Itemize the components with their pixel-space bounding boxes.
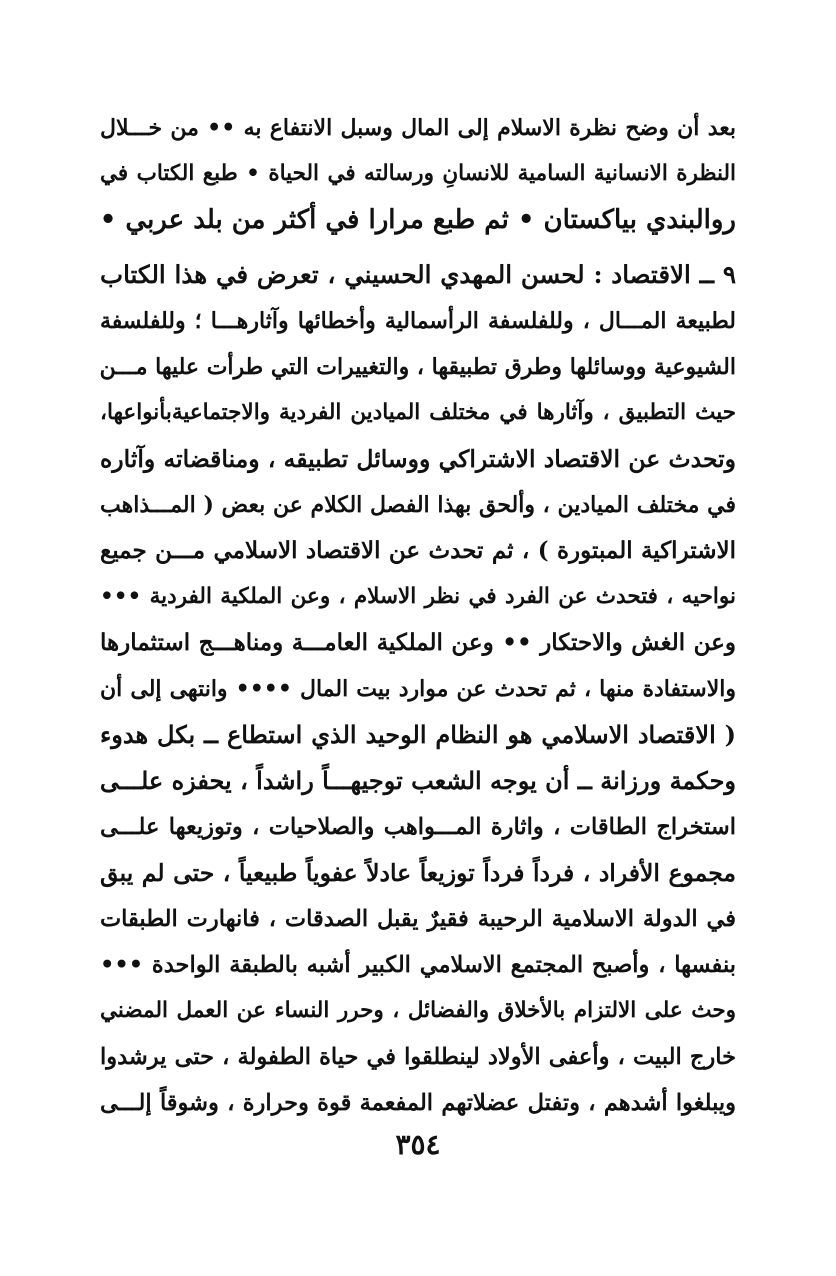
text-line: بعد أن وضح نظرة الاسلام إلى المال وسبل الانتفاع به •• من خـــلال: [100, 115, 736, 141]
text-line: روالبندي بياكستان • ثم طبع مرارا في أكثر من بلد عربي •: [99, 205, 736, 235]
text-line: وحث على الالتزام بالأخلاق والفضائل ، وحرر النساء عن العمل المضني: [100, 998, 736, 1023]
text-line: وحكمة ورزانة ــ أن يوجه الشعب توجيهـــاً راشداً ، يحفزه علـــى: [99, 766, 736, 795]
text-line: الاشتراكية المبتورة ) ، ثم تحدث عن الاقتصاد الاسلامي مـــن جميع: [100, 537, 736, 564]
page-number: ٣٥٤: [395, 1128, 441, 1161]
text-line: وعن الغش والاحتكار •• وعن الملكية العامـــة ومناهـــج استثمارها: [100, 629, 736, 656]
text-line: حيث التطبيق ، وآثارها في مختلف الميادين الفردية والاجتماعيةبأنواعها،: [100, 400, 736, 425]
text-line: والاستفادة منها ، ثم تحدث عن موارد بيت المال •••• وانتهى إلى أن: [100, 676, 736, 702]
text-line: في الدولة الاسلامية الرحيبة فقيرٌ يقبل الصدقات ، فانهارت الطبقات: [100, 906, 736, 932]
text-line: وتحدث عن الاقتصاد الاشتراكي ووسائل تطبيقه ، ومناقضاته وآثاره: [100, 445, 736, 473]
text-line: نواحيه ، فتحدث عن الفرد في نظر الاسلام ، وعن الملكية الفردية •••: [100, 584, 736, 609]
paragraph-1: [100, 105, 736, 243]
text-line: خارج البيت ، وأعفى الأولاد لينطلقوا في حياة الطفولة ، حتى يرشدوا: [100, 1044, 736, 1070]
text-line: لطبيعة المـــال ، وللفلسفة الرأسمالية وأخطائها وآثارهـــا ؛ وللفلسفة: [100, 308, 736, 334]
text-line: ويبلغوا أشدهم ، وتفتل عضلاتهم المفعمة قوة وحرارة ، وشوقاً إلـــى: [100, 1090, 736, 1116]
text-line: الشيوعية ووسائلها وطرق تطبيقها ، والتغييرات التي طرأت عليها مـــن: [99, 354, 736, 380]
text-line: استخراج الطاقات ، واثارة المـــواهب والصلاحيات ، وتوزيعها علـــى: [100, 814, 736, 840]
text-line: النظرة الانسانية السامية للانسانِ ورسالته في الحياة • طبع الكتاب في: [100, 161, 736, 186]
text-line: ٩ ــ الاقتصاد : لحسن المهدي الحسيني ، تعرض في هذا الكتاب: [100, 260, 736, 289]
paragraph-2: [100, 252, 736, 1126]
text-line: مجموع الأفراد ، فرداً فرداً توزيعاً عادلاً عفوياً طبيعياً ، حتى لم يبق: [100, 859, 736, 887]
text-line: ( الاقتصاد الاسلامي هو النظام الوحيد الذي استطاع ــ بكل هدوء: [100, 720, 736, 749]
text-line: في مختلف الميادين ، وألحق بهذا الفصل الكلام عن بعض ( المـــذاهب: [100, 492, 736, 518]
text-line: بنفسها ، وأصبح المجتمع الاسلامي الكبير أشبه بالطبقة الواحدة •••: [100, 952, 736, 978]
